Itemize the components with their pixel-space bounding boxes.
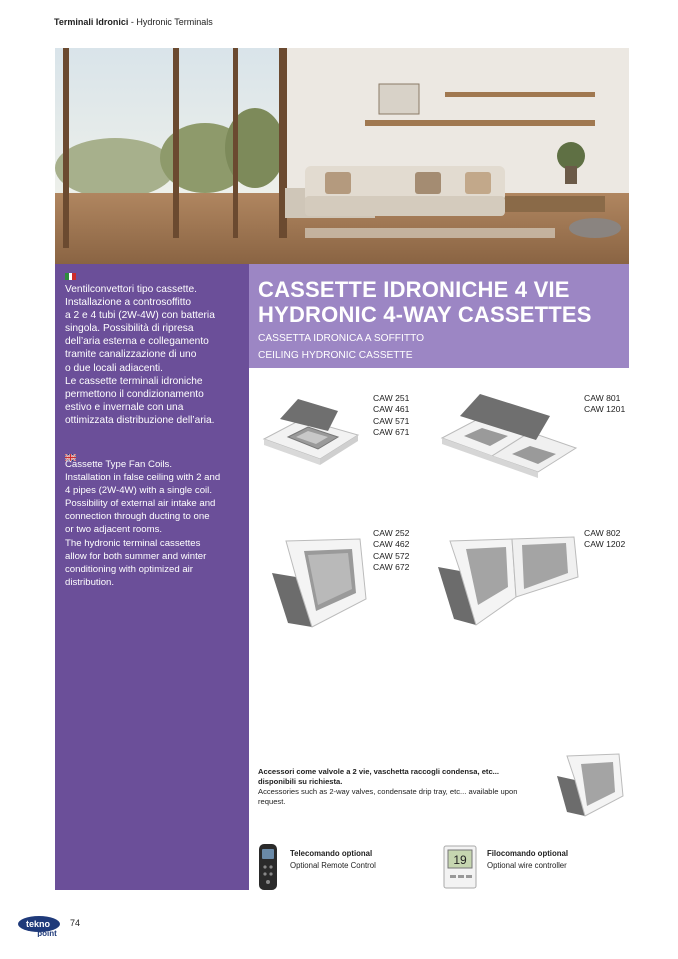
cassette-accessory-image — [555, 750, 625, 823]
model-label: CAW 1202 — [584, 539, 626, 550]
title-band — [249, 264, 629, 368]
model-label: CAW 1201 — [584, 404, 626, 415]
wire-controller-title: Filocomando optional — [487, 849, 568, 858]
model-list-2 — [584, 393, 625, 416]
section-subtitle: - Hydronic Terminals — [128, 17, 213, 27]
wire-controller-subtitle: Optional wire controller — [487, 861, 567, 870]
logo-text-top: tekno — [25, 919, 51, 929]
lcd-readout: 19 — [453, 853, 467, 867]
model-label: CAW 572 — [373, 550, 410, 561]
italian-flag-icon — [65, 273, 76, 280]
model-label: CAW 571 — [373, 415, 410, 426]
cassette-grille-single-image — [268, 533, 370, 634]
model-label: CAW 671 — [373, 427, 410, 438]
model-label: CAW 462 — [373, 539, 410, 550]
subtitle-english: CEILING HYDRONIC CASSETTE — [258, 350, 413, 361]
model-list-1 — [373, 393, 409, 439]
page-number: 74 — [70, 918, 81, 928]
model-label: CAW 461 — [373, 404, 410, 415]
model-label: CAW 672 — [373, 562, 410, 573]
model-label: CAW 802 — [584, 528, 621, 538]
description-english: Cassette Type Fan Coils. Installation in false ceiling with 2 and 4 pipes (2W-4W) with a single coil. Possibility of external air intake and connection through ducting to one or two adjacent rooms. The hydronic terminal cassettes allow for both summer and winter conditioning with optimized air distribution. — [65, 459, 221, 588]
page-header — [54, 17, 213, 27]
cassette-grille-double-image — [436, 535, 580, 632]
cassette-single-image — [258, 395, 366, 488]
accessories-note-english: Accessories such as 2-way valves, condensate drip tray, etc... available upon request. — [258, 787, 518, 806]
accessories-note-italian: Accessori come valvole a 2 vie, vaschetta raccogli condensa, etc... disponibili su richiesta. — [258, 767, 500, 786]
remote-subtitle: Optional Remote Control — [290, 861, 376, 870]
description-italian: Ventilconvettori tipo cassette. Installazione a controsoffitto a 2 e 4 tubi (2W-4W) con batteria singola. Possibilità di ripresa dell’aria esterna e collegamento tramite canalizzazione di uno o due locali adiacenti. Le cassette terminali idroniche permettono il condizionamento estivo e invernale con una ottimizzata distribuzione dell’aria. — [65, 284, 215, 426]
cassette-double-image — [440, 390, 580, 501]
model-label: CAW 252 — [373, 528, 410, 538]
model-label: CAW 251 — [373, 393, 410, 403]
title-italian: CASSETTE IDRONICHE 4 VIE — [258, 277, 570, 302]
remote-title: Telecomando optional — [290, 849, 373, 858]
model-label: CAW 801 — [584, 393, 621, 403]
section-title: Terminali Idronici — [54, 17, 129, 27]
hero-image — [55, 48, 629, 264]
title-english: HYDRONIC 4-WAY CASSETTES — [258, 302, 592, 327]
model-list-3 — [373, 528, 409, 574]
logo-text-bottom: point — [37, 929, 57, 937]
remote-control-icon — [258, 843, 278, 896]
wire-controller-icon — [443, 845, 477, 894]
subtitle-italian: CASSETTA IDRONICA A SOFFITTO — [258, 333, 425, 344]
sidebar — [55, 264, 249, 890]
tekno-point-logo — [17, 913, 65, 942]
model-list-4 — [584, 528, 625, 551]
uk-flag-icon — [65, 448, 76, 455]
